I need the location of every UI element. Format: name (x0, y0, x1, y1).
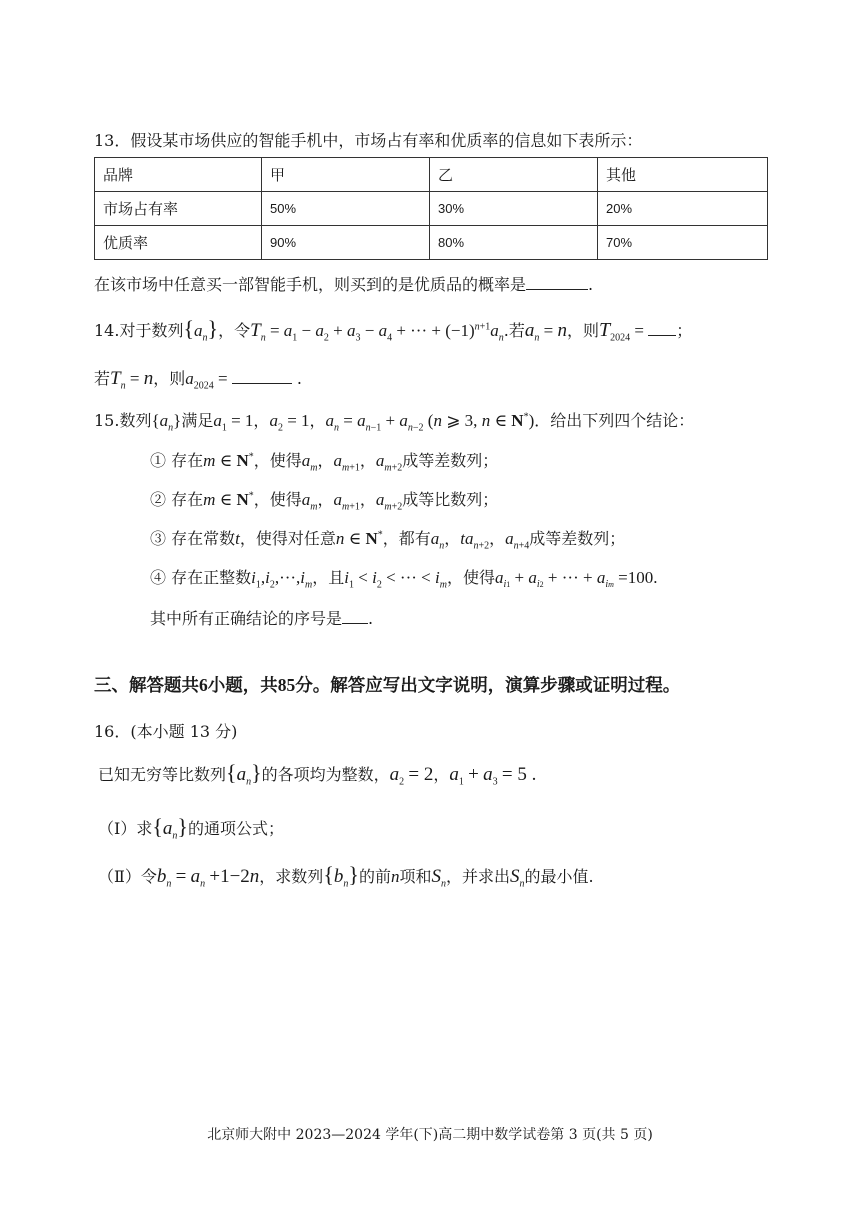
q15-text: ，使得 (446, 568, 495, 587)
q16-stem: 已知无穷等比数列$\{a_n\}$的各项均为整数，$a_2 = 2$，$a_1 + a_3 = 5$ . (98, 760, 537, 788)
math-expr: $a_n = n$ (524, 320, 567, 344)
section-text: 分。解答应写出文字说明，演算步骤或证明过程。 (295, 676, 681, 696)
table-cell: 30% (430, 192, 598, 226)
math-expr: $\{a_n\}$ (152, 814, 188, 842)
q13-question-text: 在该市场中任意买一部智能手机，则买到的是优质品的概率是 (94, 275, 527, 294)
table-row (95, 226, 768, 260)
table-cell: 市场占有率 (95, 192, 262, 226)
q15-text: ．给出下列四个结论： (534, 411, 695, 430)
q16-header: 16．(本小题 13 分) (94, 722, 238, 741)
table-header-cell: 品牌 (95, 158, 262, 192)
section-heading (94, 672, 680, 697)
table-header-row (95, 158, 768, 192)
q16-part1 (98, 814, 284, 841)
q13-end: . (588, 275, 594, 294)
math-expr: $a_{i1} + a_{i2}$ + ··· + $a_{im} =100$. (495, 568, 658, 591)
math-expr: n ∈ N* (335, 529, 383, 548)
math-expr: $a_m$ (301, 490, 318, 513)
table-cell: 50% (262, 192, 430, 226)
q14-end: . (296, 369, 302, 388)
table-cell: 80% (430, 226, 598, 260)
q15-text: 满足 (181, 411, 214, 430)
q15-conclusion-1: ① 存在m ∈ N*，使得$a_m$，$a_{m+1}$，$a_{m+2}$成等差数列； (150, 451, 499, 474)
q15-text: ，且 (312, 568, 345, 587)
math-expr: m ∈ N* (203, 451, 254, 470)
q15-text: 成等比数列； (402, 490, 499, 509)
q14-text: 对于数列 (119, 321, 184, 340)
q16-part2 (98, 862, 594, 889)
math-expr: $T_n = n$ (110, 368, 154, 392)
q15-text: 数列 (119, 411, 152, 430)
q16-text: 已知无穷等比数列 (98, 765, 227, 784)
table-cell: 90% (262, 226, 430, 260)
q16-text: （Ⅱ）令 (98, 867, 157, 886)
q15-text: ③ 存在常数 (150, 529, 236, 548)
q15-text: ，使得对任意 (239, 529, 336, 548)
math-expr: $a_{2024}$ = (185, 369, 228, 392)
q15-text: ④ 存在正整数 (150, 568, 252, 587)
math-expr: $a_n = a_{n-1} + a_{n-2}$ (n ⩾ 3, n ∈ N*) (325, 411, 535, 434)
section-score: 85 (277, 675, 296, 695)
table-cell: 20% (598, 192, 768, 226)
q14-line2 (94, 366, 302, 391)
answer-blank (648, 321, 676, 336)
table-header-cell: 其他 (598, 158, 768, 192)
math-expr: $a_{n+4}$ (505, 529, 530, 552)
q13-table (94, 157, 768, 260)
q14-text: .若 (503, 321, 525, 340)
math-expr: $i_1,i_2,\cdot\cdot\cdot,i_m$ (251, 568, 313, 591)
q13-stem: 13．假设某市场供应的智能手机中，市场占有率和优质率的信息如下表所示： (94, 131, 643, 150)
table-cell: 70% (598, 226, 768, 260)
q16-text: ，并求出 (445, 867, 510, 886)
q15-text: 其中所有正确结论的序号是 (150, 609, 343, 628)
math-expr: $a_2 = 1$ (269, 411, 310, 434)
q16-text: 的最小值. (524, 867, 594, 886)
answer-blank (232, 369, 292, 384)
q15-end: . (368, 609, 374, 628)
math-expr: $a_{m+1}$ (333, 490, 360, 513)
section-count: 6 (199, 675, 208, 695)
math-expr: $\{a_n\}$ (151, 411, 182, 434)
q16-text: 的前 (358, 867, 391, 886)
q16-text: ，求数列 (259, 867, 324, 886)
math-expr: m ∈ N* (203, 490, 254, 509)
math-expr: $a_1 = 1$ (213, 411, 254, 434)
q15-text: ，使得 (253, 451, 302, 470)
q15-text: ① 存在 (150, 451, 204, 470)
q15-text: 成等差数列； (402, 451, 499, 470)
math-expr: $a_{m+2}$ (375, 490, 403, 513)
math-expr: $T_n = a_1 - a_2 + a_3 - a_4$ + ··· + $(-1)^{n+1}a_n$ (250, 320, 504, 344)
answer-blank (342, 609, 368, 624)
q14-number: 14. (94, 321, 120, 340)
page-footer: 北京师大附中 2023—2024 学年(下)高二期中数学试卷第 3 页(共 5 页) (207, 1127, 653, 1143)
q14-text: ，则 (566, 321, 599, 340)
math-expr: $a_{m+1}$ (333, 451, 360, 474)
q15-text: ，使得 (253, 490, 302, 509)
math-expr: $i_1 < i_2$ < ··· < $i_m$ (344, 568, 447, 591)
q13-question (94, 272, 593, 295)
answer-blank (526, 275, 588, 290)
q15-number: 15. (94, 411, 120, 430)
math-expr: $\{b_n\}$ (323, 862, 359, 890)
math-expr: $a_m$ (301, 451, 318, 474)
q16-text: 的通项公式； (187, 819, 284, 838)
math-expr: $a_{m+2}$ (375, 451, 403, 474)
q15-text: ② 存在 (150, 490, 204, 509)
q14-text: ，则 (153, 369, 186, 388)
q15-text: ，都有 (382, 529, 431, 548)
q15-conclusion-3: ③ 存在常数t，使得对任意n ∈ N*，都有$a_n$，$ta_{n+2}$，$a_{n+4}$成等差数列； (150, 529, 626, 552)
table-header-cell: 乙 (430, 158, 598, 192)
math-expr: $S_n$ (509, 866, 525, 890)
q14-line1 (94, 316, 692, 343)
math-expr: $\{a_n\}$ (183, 316, 219, 344)
q14-text: 若 (94, 369, 111, 388)
math-expr: $\{a_n\}$ (226, 760, 262, 788)
math-expr: t (235, 529, 240, 548)
math-expr: $S_n$ (431, 866, 446, 890)
table-header-cell: 甲 (262, 158, 430, 192)
math-expr: n (390, 867, 400, 886)
q14-text: ，令 (218, 321, 251, 340)
math-expr: $a_n$ (430, 529, 445, 552)
math-expr: $ta_{n+2}$ (460, 529, 490, 552)
math-expr: $a_2 = 2$ (389, 764, 434, 788)
math-expr: $T_{2024}$ = (598, 319, 644, 344)
math-expr: $a_1 + a_3 = 5$ . (449, 764, 537, 788)
q14-text: ； (676, 321, 693, 340)
q16-text: 的各项均为整数， (261, 765, 390, 784)
section-text: 小题，共 (207, 676, 278, 696)
section-text: 三、解答题共 (94, 676, 199, 696)
table-row (95, 192, 768, 226)
table-cell: 优质率 (95, 226, 262, 260)
q15-stem: 15.数列$\{a_n\}$满足$a_1 = 1$，$a_2 = 1$，$a_n = a_{n-1} + a_{n-2}$ (n ⩾ 3, n ∈ N*)．给出下列四个结论： (94, 411, 695, 434)
q16-text: 项和 (399, 867, 432, 886)
q15-text: 成等差数列； (529, 529, 626, 548)
q15-ask (150, 606, 373, 629)
q15-conclusion-4 (150, 565, 657, 590)
q16-text: （Ⅰ）求 (98, 819, 153, 838)
math-expr: $b_n = a_n +1-2n$ (156, 866, 260, 890)
q15-conclusion-2: ② 存在m ∈ N*，使得$a_m$，$a_{m+1}$，$a_{m+2}$成等比数列； (150, 490, 499, 513)
